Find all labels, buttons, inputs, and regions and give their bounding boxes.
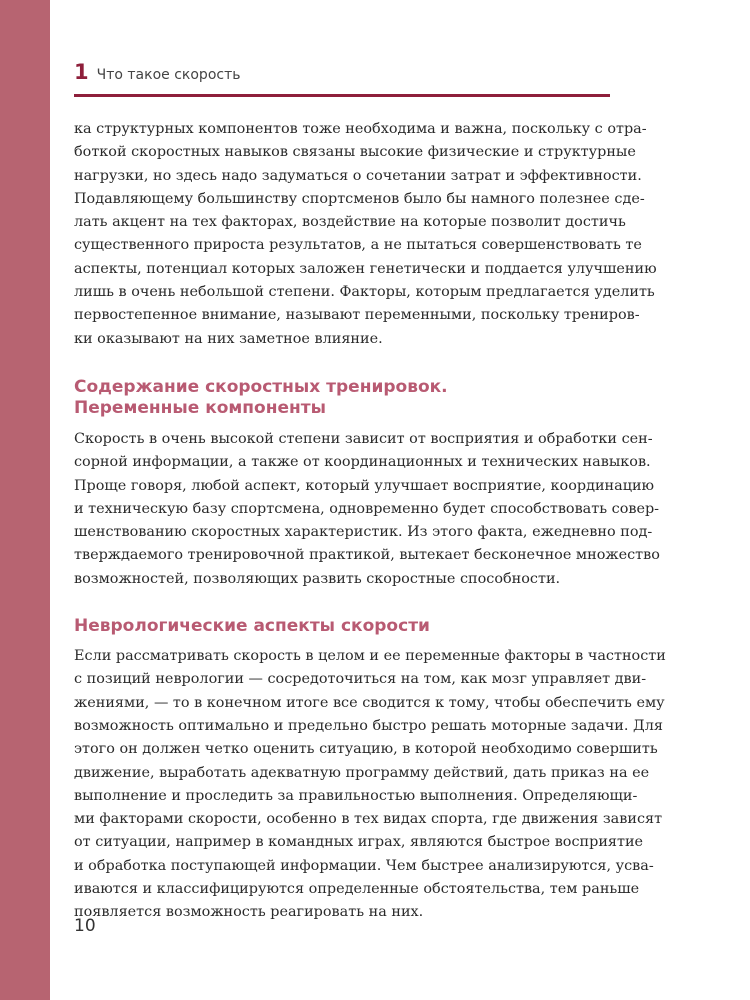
text-line: иваются и классифицируются определенные обстоятельства, тем раньше xyxy=(74,881,640,898)
text-line: Проще говоря, любой аспект, который улучшает восприятие, координацию xyxy=(74,477,655,494)
page-body xyxy=(74,118,666,925)
text-line: Подавляющему большинству спортсменов было бы намного полезнее сде- xyxy=(74,190,645,207)
text-line: с позиций неврологии — сосредоточиться на том, как мозг управляет дви- xyxy=(74,671,647,688)
text-line: Если рассматривать скорость в целом и ее переменные факторы в частности xyxy=(74,648,666,665)
text-line: появляется возможность реагировать на них. xyxy=(74,904,424,921)
text-line: ка структурных компонентов тоже необходима и важна, поскольку с отра- xyxy=(74,121,647,137)
text-line: ми факторами скорости, особенно в тех видах спорта, где движения зависят xyxy=(74,811,663,828)
heading-line: Переменные компоненты xyxy=(74,397,326,418)
paragraph-neurology xyxy=(74,645,666,925)
text-line: выполнение и проследить за правильностью выполнения. Определяющи- xyxy=(74,787,638,804)
text-line: существенного прироста результатов, а не пытаться совершенствовать те xyxy=(74,237,642,254)
text-line: первостепенное внимание, называют переменными, поскольку трениров- xyxy=(74,307,640,324)
text-line: боткой скоростных навыков связаны высокие физические и структурные xyxy=(74,144,636,161)
chapter-title: Что такое скорость xyxy=(96,67,241,83)
running-head xyxy=(74,60,610,90)
text-line: от ситуации, например в командных играх, являются быстрое восприятие xyxy=(74,834,644,851)
text-line: и техническую базу спортсмена, одновременно будет способствовать совер- xyxy=(74,500,660,517)
paragraph-speed-training xyxy=(74,428,660,591)
text-line: возможностей, позволяющих развить скоростные способности. xyxy=(74,570,561,587)
header-divider xyxy=(74,94,610,97)
text-line: лать акцент на тех факторах, воздействие на которые позволит достичь xyxy=(74,214,626,231)
text-line: лишь в очень небольшой степени. Факторы, которым предлагается уделить xyxy=(74,284,655,301)
text-line: Скорость в очень высокой степени зависит от восприятия и обработки сен- xyxy=(74,430,653,447)
text-line: сорной информации, а также от координационных и технических навыков. xyxy=(74,454,651,471)
text-line: возможность оптимально и предельно быстро решать моторные задачи. Для xyxy=(74,717,663,734)
text-line: шенствованию скоростных характеристик. Из этого факта, ежедневно под- xyxy=(74,524,653,541)
section-heading-neurology xyxy=(74,616,612,637)
text-line: и обработка поступающей информации. Чем быстрее анализируются, усва- xyxy=(74,857,654,874)
paragraph-intro xyxy=(74,118,657,351)
text-line: движение, выработать адекватную программу действий, дать приказ на ее xyxy=(74,764,650,781)
text-line: ки оказывают на них заметное влияние. xyxy=(74,330,383,347)
text-line: тверждаемого тренировочной практикой, вытекает бесконечное множество xyxy=(74,547,660,564)
text-line: этого он должен четко оценить ситуацию, в которой необходимо совершить xyxy=(74,741,658,758)
heading-line: Содержание скоростных тренировок. xyxy=(74,376,448,397)
section-heading-speed-training xyxy=(74,377,612,419)
chapter-number: 1 xyxy=(74,60,89,84)
text-line: нагрузки, но здесь надо задуматься о сочетании затрат и эффективности. xyxy=(74,167,642,184)
side-color-bar xyxy=(0,0,50,1000)
page-number: 10 xyxy=(74,916,96,936)
text-line: жениями, — то в конечном итоге все сводится к тому, чтобы обеспечить ему xyxy=(74,694,665,711)
heading-line: Неврологические аспекты скорости xyxy=(74,616,430,637)
text-line: аспекты, потенциал которых заложен генетически и поддается улучшению xyxy=(74,260,657,277)
